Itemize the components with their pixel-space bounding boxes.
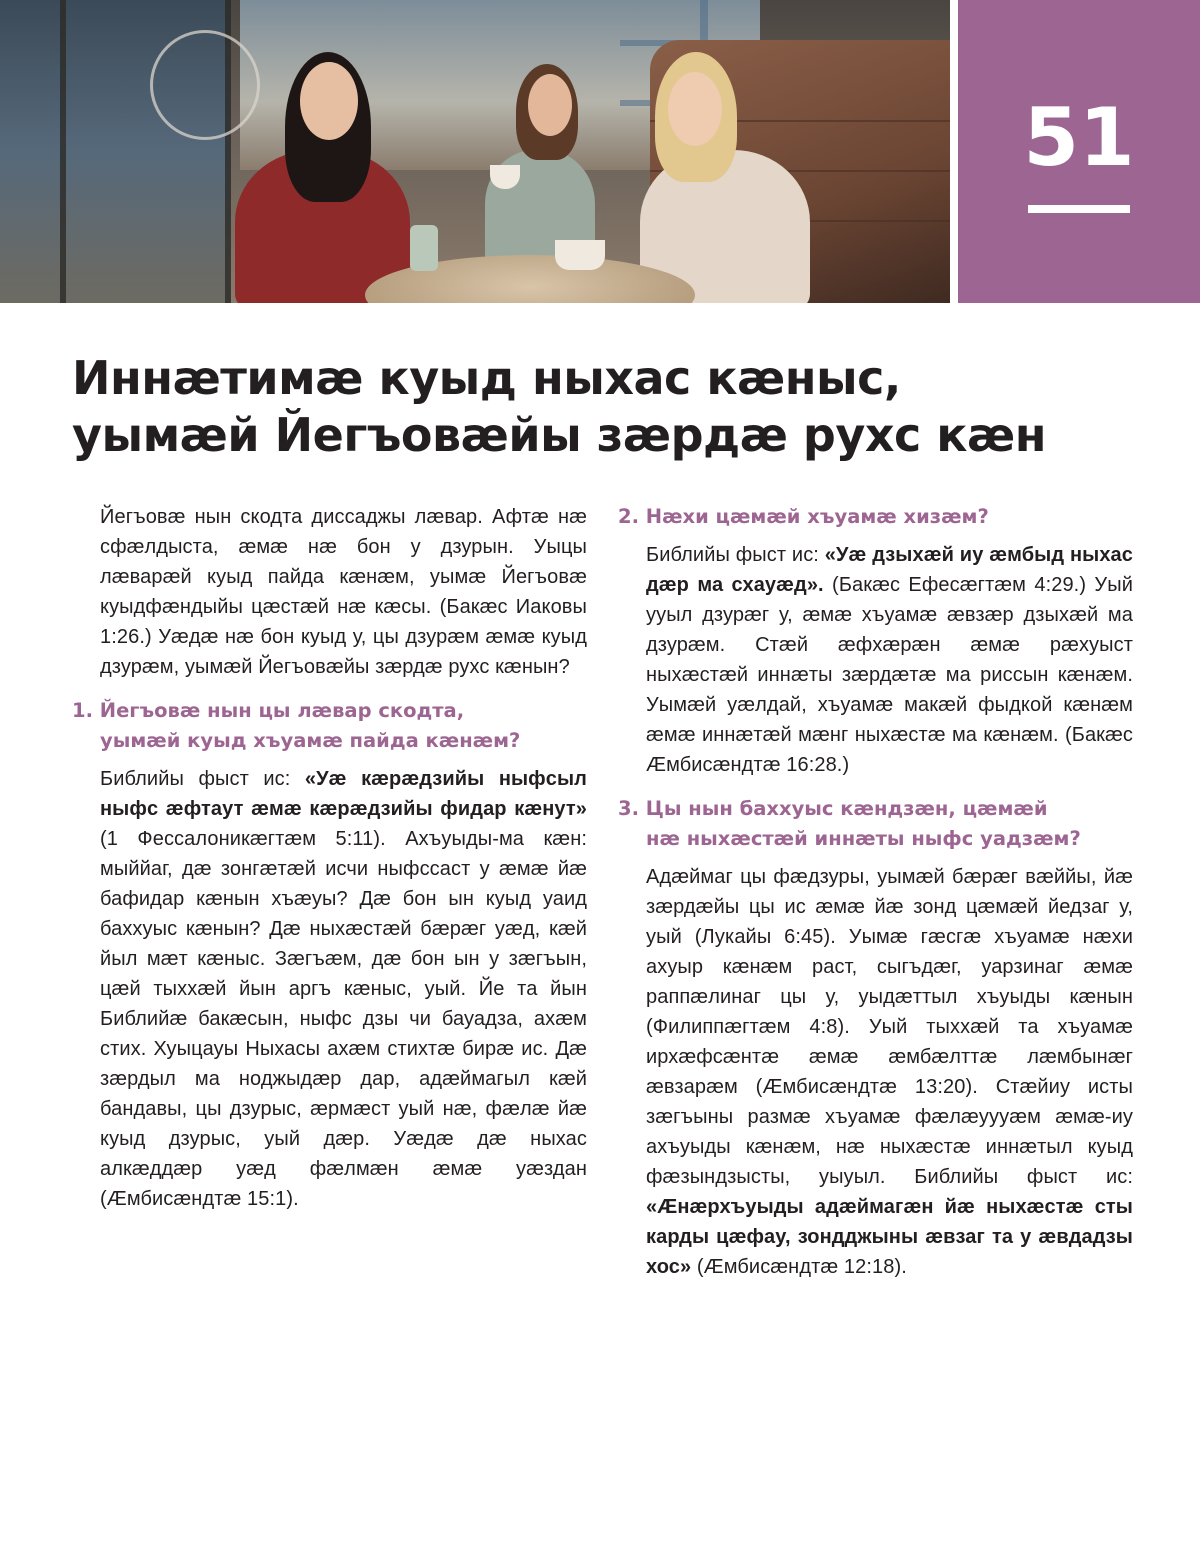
left-column [72, 502, 587, 1214]
header-photo [0, 0, 950, 303]
answer-2-text: (Бакæс Ефесæгтæм 4:29.) Уый ууыл дзурæг у, æмæ хъуамæ æвзæр дзыхæй ма дзурæм. Стæй æфхæрæн æмæ рæхуыст ныхæстæй иннæты зæрдæтæ ма риссын кæнæм. Уымæй уæлдай, хъуамæ макæй фыдкой кæнæм æмæ иннæтæй мæнг ныхæстæ ма кæнæм. (Бакæс Æмбисæндтæ 16:28.) [646, 574, 1133, 776]
question-1-line-2: уымæй куыд хъуамæ пайда кæнæм? [100, 729, 521, 752]
answer-1-paragraph [100, 764, 587, 1214]
answer-3-paragraph [646, 862, 1133, 1282]
page-number: 51 [1023, 91, 1135, 184]
answer-2-scripture-quote: «Уæ дзыхæй иу æмбыд ныхас дæр ма схауæд». [646, 544, 1133, 596]
question-2 [618, 502, 1133, 532]
title-line-1: Иннæтимæ куыд ныхас кæныс, [72, 351, 901, 405]
question-3-line-2: нæ ныхæстæй иннæты ныфс уадзæм? [646, 827, 1081, 850]
question-2-line-1: 2. Нæхи цæмæй хъуамæ хизæм? [618, 505, 989, 528]
title-line-2: уымæй Йегъовæйы зæрдæ рухс кæн [72, 408, 1046, 462]
question-1-line-1: 1. Йегъовæ нын цы лæвар скодта, [72, 699, 465, 722]
answer-2-lead: Библийы фыст ис: [646, 544, 825, 566]
page-number-underline [1028, 205, 1130, 213]
question-3-line-1: 3. Цы нын баххуыс кæндзæн, цæмæй [618, 797, 1048, 820]
answer-1-scripture-quote: «Уæ кæрæдзийы ныфсыл ныфс æфтаут æмæ кæрæдзийы фидар кæнут» [100, 768, 587, 820]
question-3 [618, 794, 1133, 854]
answer-3-lead: Адæймаг цы фæдзуры, уымæй бæрæг вæййы, йæ зæрдæйы цы ис æмæ йæ зонд цæмæй йедзаг у, уый (Лукайы 6:45). Уымæ гæсгæ хъуамæ нæхи ахуыр кæнæм раст, сыгъдæг, уарзинаг æмæ раппæлинаг цы у, уыдæттыл хъуыды кæнын (Филиппæгтæм 4:8). Уый тыххæй та хъуамæ ирхæфсæнтæ æмæ æмбæлттæ лæмбынæг æвзарæм (Æмбисæндтæ 13:20). Стæйиу исты зæгъыны размæ хъуамæ фæлæуууæм æмæ-иу ахъуыды кæнæм, нæ ныхæстæ иннæтыл куыд фæзындзысты, уыуыл. Библийы фыст ис: [646, 866, 1133, 1188]
page-number-tab [958, 0, 1200, 303]
intro-paragraph: Йегъовæ нын скодта диссаджы лæвар. Афтæ нæ сфæлдыста, æмæ нæ бон у дзурын. Уыцы лæварæй куыд пайда кæнæм, уымæ Йегъовæ куыдфæндыйы цæстæй нæ кæсы. (Бакæс Иаковы 1:26.) Уæдæ нæ бон куыд у, цы дзурæм æмæ куыд дзурæм, уымæй Йегъовæйы зæрдæ рухс кæнын? [100, 506, 587, 678]
answer-3-scripture-quote: «Æнæрхъуыды адæймагæн йæ ныхæстæ сты карды цæфау, зондджыны æвзаг та у æвдадзы хос» [646, 1196, 1133, 1278]
cafe-sign-logo [150, 30, 260, 140]
question-1 [72, 696, 587, 756]
answer-2-paragraph [646, 540, 1133, 780]
answer-3-text: (Æмбисæндтæ 12:18). [691, 1256, 907, 1278]
lesson-title [72, 350, 1132, 464]
answer-1-text: (1 Фессалоникæгтæм 5:11). Ахъуыды-ма кæн: мыййаг, дæ зонгæтæй исчи ныфссаст у æмæ йæ бафидар кæнын хъæуы? Дæ бон ын куыд уаид баххуыс кæнын? Дæ ныхæстæй бæрæг уæд, кæй йыл мæт кæныс. Зæгъæм, дæ бон ын у зæгъын, цæй тыххæй йын аргъ кæныс, уый. Йе та йын Библийæ бакæсын, ныфс дзы чи бауадза, ахæм стих. Хуыцауы Ныхасы ахæм стихтæ бирæ ис. Дæ зæрдыл ма ноджыдæр дар, адæймагыл кæй бандавы, цы дзурыс, æрмæст уый нæ, фæлæ йæ куыд дзурыс, уый дæр. Уæдæ дæ ныхас алкæддæр уæд фæлмæн æмæ уæздан (Æмбисæндтæ 15:1). [100, 828, 587, 1210]
answer-1-lead: Библийы фыст ис: [100, 768, 305, 790]
right-column [618, 502, 1133, 1282]
